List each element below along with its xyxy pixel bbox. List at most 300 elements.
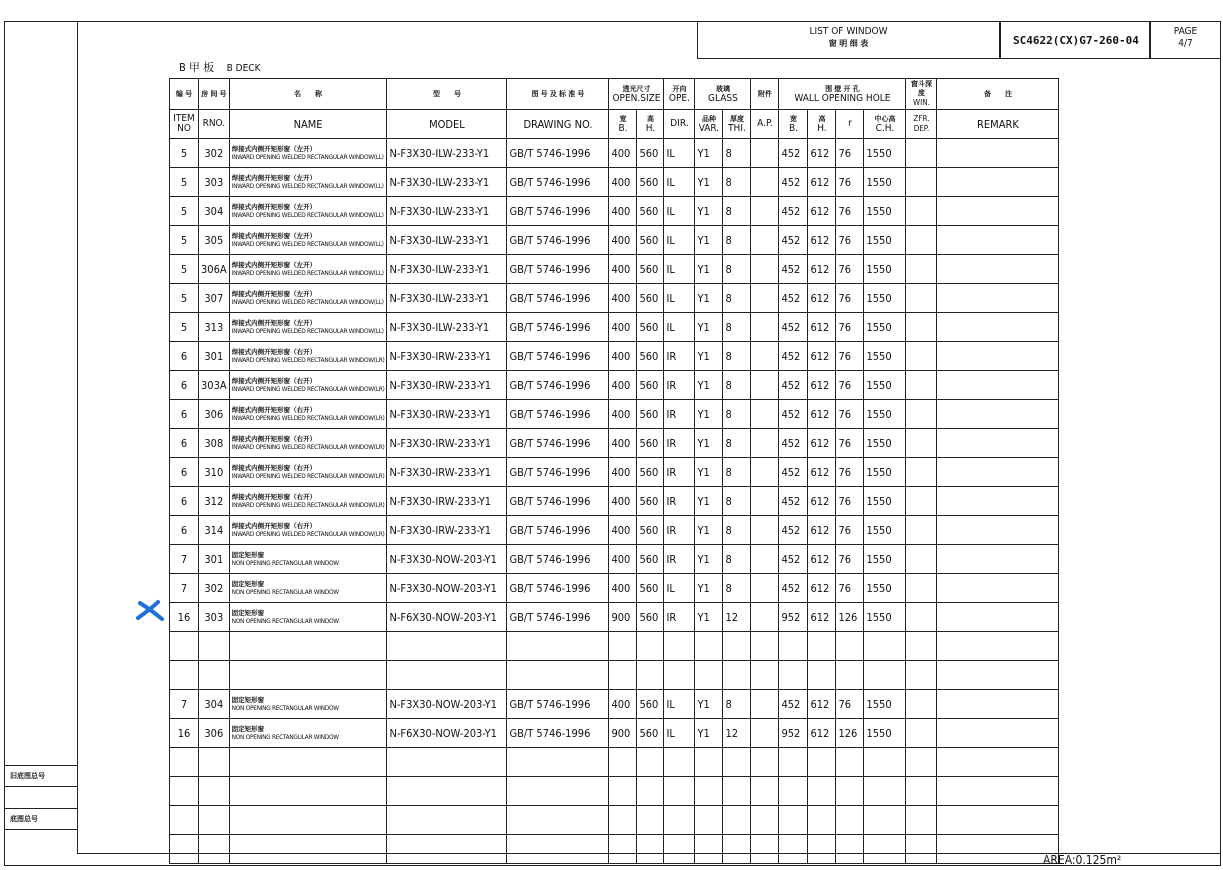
- cell-rno: 302: [199, 574, 230, 603]
- cell-var: Y1: [695, 690, 723, 719]
- cell-name: [229, 458, 387, 487]
- cell-h: 560: [637, 139, 664, 168]
- cell-thi: 8: [723, 139, 751, 168]
- cell-dir: IL: [664, 690, 695, 719]
- cell-thi: 8: [723, 690, 751, 719]
- cell-model: N-F3X30-IRW-233-Y1: [387, 342, 507, 371]
- header-item-cn: 编 号: [170, 79, 199, 110]
- cell-ap: [751, 226, 779, 255]
- cell-wb: 452: [779, 139, 808, 168]
- name-cn: 固定矩形窗: [231, 696, 265, 704]
- header-name-en: NAME: [229, 110, 387, 139]
- cell-item: 6: [170, 429, 199, 458]
- cell-name: [229, 719, 387, 748]
- cell-b: 400: [609, 168, 637, 197]
- cell-drawing: GB/T 5746-1996: [507, 603, 609, 632]
- cell-dir: IR: [664, 429, 695, 458]
- cell-var: Y1: [695, 168, 723, 197]
- cell-dir: [664, 748, 695, 777]
- cell-model: N-F3X30-NOW-203-Y1: [387, 690, 507, 719]
- cell-dir: IR: [664, 545, 695, 574]
- cell-model: N-F3X30-IRW-233-Y1: [387, 371, 507, 400]
- cell-drawing: GB/T 5746-1996: [507, 313, 609, 342]
- cell-dir: IL: [664, 197, 695, 226]
- table-row: [170, 371, 1059, 400]
- cell-r: 126: [836, 719, 864, 748]
- cell-h: 560: [637, 574, 664, 603]
- cell-var: [695, 806, 723, 835]
- table-row: [170, 168, 1059, 197]
- cell-wb: 452: [779, 313, 808, 342]
- cell-drawing: [507, 777, 609, 806]
- cell-remark: [937, 748, 1059, 777]
- cell-dir: IL: [664, 139, 695, 168]
- cell-ch: [864, 777, 906, 806]
- cell-b: 400: [609, 313, 637, 342]
- cell-rno: 303: [199, 168, 230, 197]
- cell-model: N-F3X30-ILW-233-Y1: [387, 255, 507, 284]
- cell-win: [906, 342, 937, 371]
- cell-b: [609, 835, 637, 864]
- cell-var: Y1: [695, 458, 723, 487]
- cell-remark: [937, 777, 1059, 806]
- cell-b: [609, 806, 637, 835]
- table-row: [170, 255, 1059, 284]
- cell-rno: 301: [199, 545, 230, 574]
- cell-drawing: [507, 806, 609, 835]
- cell-ch: 1550: [864, 429, 906, 458]
- cell-drawing: GB/T 5746-1996: [507, 487, 609, 516]
- cell-win: [906, 255, 937, 284]
- cell-ch: 1550: [864, 574, 906, 603]
- cell-drawing: GB/T 5746-1996: [507, 168, 609, 197]
- cell-wh: 612: [808, 371, 836, 400]
- cell-r: 76: [836, 487, 864, 516]
- old-base-label: 旧底图总号: [10, 772, 45, 780]
- cell-ch: [864, 806, 906, 835]
- cell-dir: IL: [664, 719, 695, 748]
- deck-label-cn: B 甲 板: [179, 61, 215, 74]
- cell-remark: [937, 806, 1059, 835]
- cell-name: [229, 777, 387, 806]
- cell-ap: [751, 603, 779, 632]
- cell-b: [609, 632, 637, 661]
- table-row: [170, 313, 1059, 342]
- cell-wb: 452: [779, 400, 808, 429]
- cell-thi: 8: [723, 458, 751, 487]
- cell-ch: 1550: [864, 690, 906, 719]
- cell-drawing: GB/T 5746-1996: [507, 284, 609, 313]
- table-row: [170, 139, 1059, 168]
- cell-remark: [937, 719, 1059, 748]
- cell-thi: [723, 748, 751, 777]
- cell-wb: 452: [779, 458, 808, 487]
- cell-wb: 452: [779, 255, 808, 284]
- header-thi: 厚度 THI.: [723, 110, 751, 139]
- name-en: INWARD OPENING WELDED RECTANGULAR WINDOW(LL): [231, 153, 384, 161]
- cell-win: [906, 690, 937, 719]
- cell-wb: [779, 835, 808, 864]
- cell-drawing: GB/T 5746-1996: [507, 371, 609, 400]
- cell-r: [836, 835, 864, 864]
- cell-r: [836, 806, 864, 835]
- header-glass: 玻璃 GLASS: [695, 79, 751, 110]
- header-name-cn: 名 称: [229, 79, 387, 110]
- header-row-2: [170, 110, 1059, 139]
- cell-win: [906, 487, 937, 516]
- header-wall-ch: 中心高 C.H.: [864, 110, 906, 139]
- cell-win: [906, 371, 937, 400]
- cell-rno: 313: [199, 313, 230, 342]
- cell-model: N-F6X30-NOW-203-Y1: [387, 603, 507, 632]
- cell-wb: 452: [779, 574, 808, 603]
- cell-h: 560: [637, 429, 664, 458]
- cell-ap: [751, 777, 779, 806]
- name-cn: 焊接式内侧开矩形窗（左开）: [231, 145, 317, 153]
- table-body: [170, 139, 1059, 864]
- cell-dir: IR: [664, 371, 695, 400]
- cell-h: [637, 748, 664, 777]
- cell-r: 76: [836, 429, 864, 458]
- cell-item: 6: [170, 487, 199, 516]
- cell-h: 560: [637, 168, 664, 197]
- cell-r: [836, 777, 864, 806]
- cell-r: [836, 661, 864, 690]
- cell-h: [637, 777, 664, 806]
- cell-b: [609, 748, 637, 777]
- cell-model: N-F3X30-ILW-233-Y1: [387, 313, 507, 342]
- cell-remark: [937, 429, 1059, 458]
- cell-r: 76: [836, 690, 864, 719]
- cell-r: 76: [836, 371, 864, 400]
- header-drawing-cn: 图 号 及 标 准 号: [507, 79, 609, 110]
- cell-var: Y1: [695, 487, 723, 516]
- cell-b: 400: [609, 226, 637, 255]
- cell-item: 5: [170, 139, 199, 168]
- cell-thi: 8: [723, 168, 751, 197]
- cell-r: 76: [836, 226, 864, 255]
- cell-win: [906, 516, 937, 545]
- cell-ch: 1550: [864, 197, 906, 226]
- cell-wh: 612: [808, 197, 836, 226]
- cell-item: 6: [170, 342, 199, 371]
- cell-ap: [751, 313, 779, 342]
- cell-wh: [808, 661, 836, 690]
- cell-item: 6: [170, 371, 199, 400]
- header-remark-cn: 备 注: [937, 79, 1059, 110]
- cell-wh: 612: [808, 458, 836, 487]
- cell-name: [229, 632, 387, 661]
- cell-wb: 952: [779, 719, 808, 748]
- cell-ch: 1550: [864, 371, 906, 400]
- cell-wb: 452: [779, 429, 808, 458]
- name-en: INWARD OPENING WELDED RECTANGULAR WINDOW(LL): [231, 298, 384, 306]
- cell-drawing: GB/T 5746-1996: [507, 139, 609, 168]
- cell-h: 560: [637, 690, 664, 719]
- cell-model: N-F6X30-NOW-203-Y1: [387, 719, 507, 748]
- cell-b: 400: [609, 197, 637, 226]
- cell-dir: [664, 632, 695, 661]
- cell-r: 76: [836, 516, 864, 545]
- cell-b: [609, 777, 637, 806]
- cell-ch: 1550: [864, 400, 906, 429]
- cell-h: 560: [637, 603, 664, 632]
- cell-item: 7: [170, 545, 199, 574]
- cell-item: 7: [170, 574, 199, 603]
- cell-model: N-F3X30-IRW-233-Y1: [387, 429, 507, 458]
- cell-var: Y1: [695, 255, 723, 284]
- cell-b: [609, 661, 637, 690]
- cell-wh: 612: [808, 284, 836, 313]
- cell-drawing: GB/T 5746-1996: [507, 690, 609, 719]
- cell-r: 76: [836, 574, 864, 603]
- name-en: NON OPENING RECTANGULAR WINDOW: [231, 617, 339, 625]
- cell-h: [637, 835, 664, 864]
- cell-h: 560: [637, 371, 664, 400]
- cell-ch: [864, 835, 906, 864]
- cell-name: [229, 400, 387, 429]
- name-cn: 焊接式内侧开矩形窗（左开）: [231, 232, 317, 240]
- cell-drawing: [507, 632, 609, 661]
- cell-h: 560: [637, 226, 664, 255]
- cell-wb: [779, 777, 808, 806]
- window-list-table: [169, 78, 1059, 864]
- cell-thi: 12: [723, 603, 751, 632]
- cell-wh: 612: [808, 574, 836, 603]
- cell-thi: [723, 806, 751, 835]
- cell-rno: [199, 661, 230, 690]
- cell-win: [906, 197, 937, 226]
- cell-dir: IR: [664, 516, 695, 545]
- cell-var: Y1: [695, 284, 723, 313]
- cell-model: N-F3X30-ILW-233-Y1: [387, 139, 507, 168]
- cell-win: [906, 574, 937, 603]
- cell-remark: [937, 690, 1059, 719]
- table-row: [170, 835, 1059, 864]
- cell-h: 560: [637, 400, 664, 429]
- cell-wh: 612: [808, 719, 836, 748]
- cell-remark: [937, 197, 1059, 226]
- cell-ap: [751, 748, 779, 777]
- header-row-1: [170, 79, 1059, 110]
- cell-ap: [751, 835, 779, 864]
- cell-var: Y1: [695, 603, 723, 632]
- cell-item: [170, 835, 199, 864]
- cell-name: [229, 371, 387, 400]
- name-en: INWARD OPENING WELDED RECTANGULAR WINDOW(LR): [231, 472, 385, 480]
- cell-ap: [751, 806, 779, 835]
- name-cn: 固定矩形窗: [231, 580, 265, 588]
- table-row: [170, 719, 1059, 748]
- cell-thi: [723, 661, 751, 690]
- cell-remark: [937, 516, 1059, 545]
- cell-r: 76: [836, 255, 864, 284]
- cell-remark: [937, 400, 1059, 429]
- header-b: 宽 B.: [609, 110, 637, 139]
- cell-ap: [751, 632, 779, 661]
- cell-thi: 8: [723, 400, 751, 429]
- cell-ch: 1550: [864, 313, 906, 342]
- header-var: 品种 VAR.: [695, 110, 723, 139]
- cell-drawing: GB/T 5746-1996: [507, 458, 609, 487]
- cell-h: 560: [637, 284, 664, 313]
- deck-label-en: B DECK: [226, 63, 261, 74]
- cell-name: [229, 748, 387, 777]
- cell-ap: [751, 371, 779, 400]
- cell-h: 560: [637, 342, 664, 371]
- cell-b: 400: [609, 690, 637, 719]
- cell-thi: 8: [723, 197, 751, 226]
- cell-model: N-F3X30-ILW-233-Y1: [387, 284, 507, 313]
- cell-thi: 8: [723, 284, 751, 313]
- title-page-box: [1150, 21, 1221, 59]
- table-row: [170, 226, 1059, 255]
- cell-b: 400: [609, 284, 637, 313]
- cell-wb: 952: [779, 603, 808, 632]
- cell-rno: 301: [199, 342, 230, 371]
- cell-rno: 302: [199, 139, 230, 168]
- cell-ch: 1550: [864, 284, 906, 313]
- header-rno-en: RNO.: [199, 110, 230, 139]
- table-row: [170, 400, 1059, 429]
- cell-rno: 304: [199, 690, 230, 719]
- cell-r: 76: [836, 342, 864, 371]
- name-en: INWARD OPENING WELDED RECTANGULAR WINDOW(LR): [231, 356, 385, 364]
- cell-item: 5: [170, 255, 199, 284]
- cell-ap: [751, 574, 779, 603]
- cell-var: [695, 632, 723, 661]
- table-row: [170, 545, 1059, 574]
- table-row: [170, 197, 1059, 226]
- cell-win: [906, 748, 937, 777]
- cell-ap: [751, 400, 779, 429]
- cell-item: [170, 748, 199, 777]
- cell-thi: 8: [723, 371, 751, 400]
- cell-h: [637, 632, 664, 661]
- cell-var: Y1: [695, 313, 723, 342]
- table-row: [170, 748, 1059, 777]
- cell-dir: IL: [664, 226, 695, 255]
- name-en: INWARD OPENING WELDED RECTANGULAR WINDOW(LL): [231, 269, 384, 277]
- cell-name: [229, 429, 387, 458]
- name-cn: 固定矩形窗: [231, 725, 265, 733]
- title-list-cn: 窗 明 细 表: [828, 39, 869, 48]
- cell-b: 900: [609, 719, 637, 748]
- cell-h: 560: [637, 458, 664, 487]
- cell-dir: IR: [664, 342, 695, 371]
- table-row: [170, 487, 1059, 516]
- cell-ap: [751, 197, 779, 226]
- cell-dir: IR: [664, 603, 695, 632]
- name-en: INWARD OPENING WELDED RECTANGULAR WINDOW(LL): [231, 211, 384, 219]
- table-row: [170, 516, 1059, 545]
- cell-var: [695, 748, 723, 777]
- name-cn: 焊接式内侧开矩形窗（左开）: [231, 319, 317, 327]
- table-row: [170, 661, 1059, 690]
- cell-ch: 1550: [864, 545, 906, 574]
- cell-h: 560: [637, 545, 664, 574]
- cell-wb: 452: [779, 226, 808, 255]
- area-label: AREA:0.125m²: [1043, 853, 1122, 867]
- header-ap-cn: 附件: [751, 79, 779, 110]
- cell-wh: 612: [808, 255, 836, 284]
- cell-wb: 452: [779, 371, 808, 400]
- cell-dir: IL: [664, 574, 695, 603]
- header-remark-en: REMARK: [937, 110, 1059, 139]
- cell-drawing: GB/T 5746-1996: [507, 574, 609, 603]
- cell-thi: 8: [723, 516, 751, 545]
- cell-var: Y1: [695, 197, 723, 226]
- cell-wb: [779, 806, 808, 835]
- title-list-en: LIST OF WINDOW: [809, 26, 888, 37]
- cell-wb: 452: [779, 168, 808, 197]
- cell-rno: 308: [199, 429, 230, 458]
- header-win-dep-en: ZFR. DEP.: [906, 110, 937, 139]
- cell-wb: 452: [779, 545, 808, 574]
- cell-wh: 612: [808, 487, 836, 516]
- cell-model: N-F3X30-ILW-233-Y1: [387, 197, 507, 226]
- cell-drawing: GB/T 5746-1996: [507, 400, 609, 429]
- cell-ch: 1550: [864, 226, 906, 255]
- cell-win: [906, 139, 937, 168]
- cell-wh: 612: [808, 429, 836, 458]
- cell-dir: IR: [664, 458, 695, 487]
- cell-rno: 305: [199, 226, 230, 255]
- table-row: [170, 458, 1059, 487]
- cell-b: 400: [609, 487, 637, 516]
- cell-dir: IL: [664, 284, 695, 313]
- cell-remark: [937, 545, 1059, 574]
- cell-thi: 8: [723, 226, 751, 255]
- base-label: 底图总号: [10, 815, 38, 823]
- header-h: 高 H.: [637, 110, 664, 139]
- cell-win: [906, 777, 937, 806]
- cell-model: N-F3X30-IRW-233-Y1: [387, 400, 507, 429]
- name-cn: 焊接式内侧开矩形窗（右开）: [231, 493, 317, 501]
- cell-dir: [664, 806, 695, 835]
- cell-rno: 303A: [199, 371, 230, 400]
- cell-ap: [751, 690, 779, 719]
- cell-thi: 8: [723, 255, 751, 284]
- cell-remark: [937, 632, 1059, 661]
- cell-name: [229, 139, 387, 168]
- cell-drawing: GB/T 5746-1996: [507, 226, 609, 255]
- table-row: [170, 690, 1059, 719]
- name-en: INWARD OPENING WELDED RECTANGULAR WINDOW(LR): [231, 414, 385, 422]
- cell-h: 560: [637, 719, 664, 748]
- cell-h: 560: [637, 255, 664, 284]
- cell-name: [229, 516, 387, 545]
- cell-ch: 1550: [864, 139, 906, 168]
- cell-var: Y1: [695, 516, 723, 545]
- name-en: INWARD OPENING WELDED RECTANGULAR WINDOW(LL): [231, 182, 384, 190]
- cell-rno: 314: [199, 516, 230, 545]
- cell-model: N-F3X30-ILW-233-Y1: [387, 168, 507, 197]
- cell-name: [229, 284, 387, 313]
- cell-item: 6: [170, 458, 199, 487]
- cell-win: [906, 458, 937, 487]
- cell-name: [229, 168, 387, 197]
- side-box-base: [4, 808, 77, 830]
- cell-remark: [937, 284, 1059, 313]
- cell-dir: IL: [664, 168, 695, 197]
- cell-rno: [199, 806, 230, 835]
- cell-item: [170, 661, 199, 690]
- cell-ap: [751, 284, 779, 313]
- cell-wh: [808, 835, 836, 864]
- cell-wh: [808, 748, 836, 777]
- cell-r: 76: [836, 284, 864, 313]
